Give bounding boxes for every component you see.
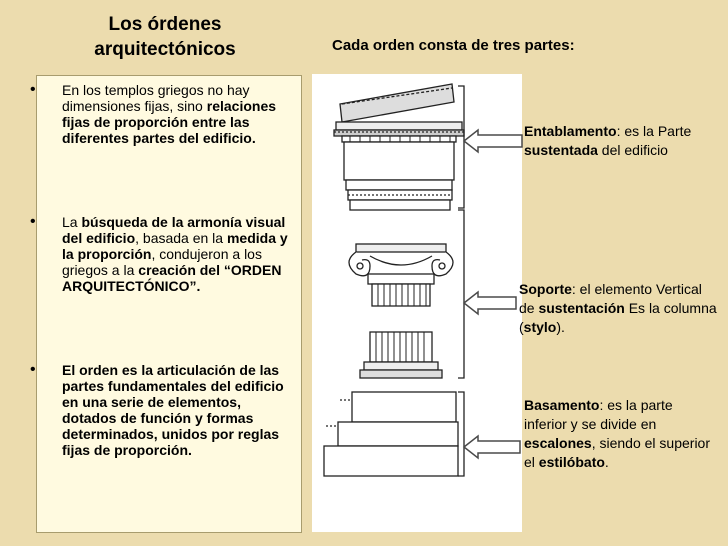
note-text: ).: [556, 319, 565, 335]
bullet-text-normal: La: [62, 214, 82, 230]
bullet-text-bold: .: [251, 130, 256, 146]
bullet-text-normal: , basada en la: [135, 230, 227, 246]
bullet-text-bold: creación del “ORDEN ARQUITECTÓNICO”.: [62, 262, 282, 294]
title-line-1: Los órdenes: [108, 14, 222, 35]
note-term: Soporte: [519, 281, 572, 297]
bullet-text: [44, 362, 294, 458]
title-line-2: arquitectónicos: [94, 39, 236, 60]
note-term: Basamento: [524, 397, 600, 413]
bullet-item-3: [30, 361, 294, 458]
bullet-marker: •: [30, 213, 36, 230]
bullet-item-1: [30, 81, 294, 146]
note-text: Es la columna (: [519, 300, 717, 335]
bullet-text-normal: En los templos griegos no hay dimensiones fijas, sino: [62, 82, 250, 114]
note-term: escalones: [524, 435, 592, 451]
note-text: del edificio: [597, 142, 668, 158]
note-text: : es la parte inferior y se divide en: [524, 397, 673, 432]
bullet-text-bold: búsqueda de la armonía visual del edificio: [62, 214, 286, 246]
note-text: : el elemento Vertical de: [519, 281, 702, 316]
bullet-marker: •: [30, 361, 36, 378]
left-arrow-icon: [462, 434, 522, 460]
bullet-item-2: [30, 213, 294, 294]
note-term: estilóbato: [538, 454, 605, 470]
note-entablamento: [524, 122, 719, 160]
left-arrow-icon: [462, 128, 524, 154]
left-arrow-icon: [462, 290, 518, 316]
bullet-marker: •: [30, 81, 36, 98]
note-term: sustentación: [538, 300, 625, 316]
bullet-text-bold: El orden es la articulación de las partes fundamentales del edificio en una serie de elementos, dotados de función y formas determinados, unidos por reglas fijas de proporción.: [62, 362, 284, 458]
note-text: : es la Parte: [616, 123, 692, 139]
note-term: stylo: [523, 319, 557, 335]
note-term: Entablamento: [524, 123, 617, 139]
bullet-text: [44, 82, 294, 146]
bullet-text-normal: , condujeron a los griegos a la: [62, 246, 262, 278]
bullet-text-bold: relaciones fijas de proporción entre las diferentes partes del edificio: [62, 98, 277, 146]
slide-title: [60, 12, 270, 62]
note-term: sustentada: [524, 142, 598, 158]
slide-subtitle: Cada orden consta de tres partes:: [332, 37, 575, 54]
note-text: , siendo el superior el: [524, 435, 711, 470]
note-soporte: [519, 280, 719, 337]
bullet-text: [44, 214, 294, 294]
note-text: .: [604, 454, 609, 470]
bullet-text-bold: medida y la proporción: [62, 230, 288, 262]
note-basamento: [524, 396, 714, 472]
